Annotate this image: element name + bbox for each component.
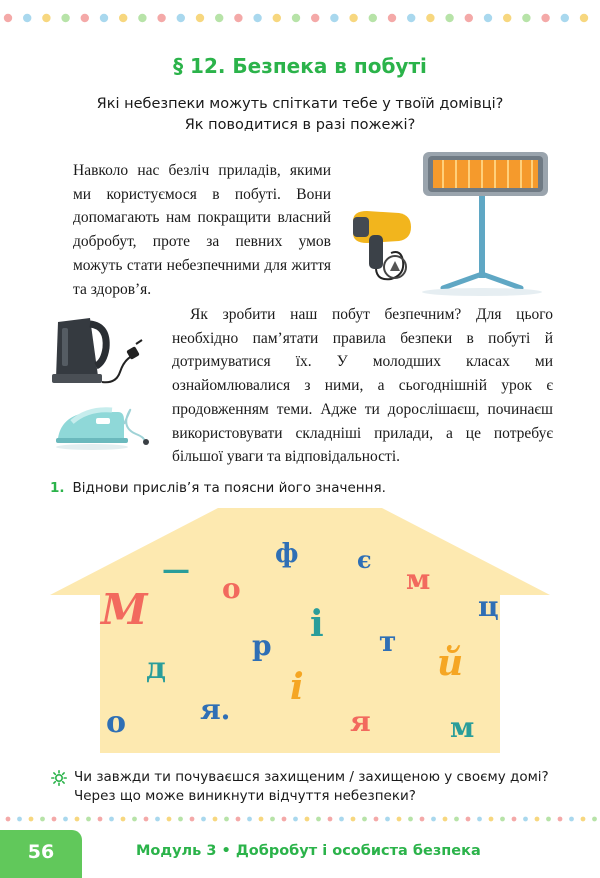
decorative-dot (273, 14, 281, 22)
decorative-dot (388, 14, 396, 22)
decorative-dot (330, 14, 338, 22)
decorative-dot (581, 817, 586, 822)
question-line-2: Як поводитися в разі пожежі? (184, 117, 416, 133)
decorative-dot (580, 14, 588, 22)
decorative-dot (63, 817, 68, 822)
decorative-dot (293, 817, 298, 822)
reflection-question: Чи завжди ти почуваєшся захищеним / захищеною у своєму домі? Через що може виникнути відчуття небезпеки? (74, 769, 549, 804)
decorative-dot (157, 14, 165, 22)
decorative-dot (247, 817, 252, 822)
task-1 (50, 480, 386, 496)
decorative-dot (4, 14, 12, 22)
decorative-dot (215, 14, 223, 22)
letter-tile: я (350, 705, 371, 738)
letter-tile: р (252, 629, 272, 662)
decorative-dot (109, 817, 114, 822)
decorative-dot (282, 817, 287, 822)
decorative-dot (61, 14, 69, 22)
decorative-dot (465, 14, 473, 22)
letter-tile: ф (275, 539, 299, 569)
letter-tile: і (310, 603, 324, 645)
question-line-1: Які небезпеки можуть спіткати тебе у твоїй домівці? (96, 96, 504, 112)
letter-tile: М (101, 585, 148, 634)
decorative-dot (270, 817, 275, 822)
letter-tile: т (379, 625, 397, 658)
letter-tile: д (146, 651, 166, 686)
decorative-dot (351, 817, 356, 822)
decorative-dot (201, 817, 206, 822)
letter-tile: о (106, 705, 127, 740)
decorative-dot (477, 817, 482, 822)
decorative-dot (407, 14, 415, 22)
decorative-dot (121, 817, 126, 822)
decorative-dot (75, 817, 80, 822)
hair-dryer-icon (347, 205, 427, 285)
letter-tile: о (222, 572, 241, 605)
decorative-dot (213, 817, 218, 822)
decorative-dot (339, 817, 344, 822)
electric-kettle-icon (50, 312, 150, 387)
decorative-dot (369, 14, 377, 22)
letter-tile: й (437, 642, 464, 684)
top-dot-border (0, 12, 600, 24)
decorative-dot (100, 14, 108, 22)
decorative-dot (138, 14, 146, 22)
decorative-dot (305, 817, 310, 822)
decorative-dot (523, 817, 528, 822)
decorative-dot (328, 817, 333, 822)
decorative-dot (431, 817, 436, 822)
decorative-dot (259, 817, 264, 822)
decorative-dot (445, 14, 453, 22)
decorative-dot (42, 14, 50, 22)
decorative-dot (119, 14, 127, 22)
decorative-dot (177, 14, 185, 22)
decorative-dot (167, 817, 172, 822)
decorative-dot (408, 817, 413, 822)
decorative-dot (561, 14, 569, 22)
decorative-dot (397, 817, 402, 822)
decorative-dot (558, 817, 563, 822)
letter-tile: я. (200, 693, 231, 726)
decorative-dot (40, 817, 45, 822)
decorative-dot (484, 14, 492, 22)
decorative-dot (443, 817, 448, 822)
decorative-dot (592, 817, 597, 822)
decorative-dot (81, 14, 89, 22)
page-number: 56 (0, 830, 82, 878)
decorative-dot (23, 14, 31, 22)
decorative-dot (489, 817, 494, 822)
decorative-dot (178, 817, 183, 822)
intro-paragraph: Навколо нас безліч приладів, якими ми користуємося в побуті. Вони допомагають нам покращити власний добробут, проте за певних умов можуть стати небезпечними для життя та здоров’я. (73, 162, 331, 298)
decorative-dot (426, 14, 434, 22)
decorative-dot (292, 14, 300, 22)
main-paragraph: Як зробити наш побут безпечним? Для цього необхідно пам’ятати правила безпеки в побуті й дотримуватися їх. У молодших класах ми ознайомлювалися з ними, а сьогоднішній урок є продовженням теми. Адже ти дорослішаєш, починаєш використовувати складніші прилади, а це потребує більшої уваги та відповідальності. (172, 306, 553, 466)
decorative-dot (512, 817, 517, 822)
decorative-dot (522, 14, 530, 22)
section-title: § 12. Безпека в побуті (173, 54, 427, 78)
task-number: 1. (50, 480, 65, 496)
decorative-dot (349, 14, 357, 22)
decorative-dot (86, 817, 91, 822)
decorative-dot (454, 817, 459, 822)
decorative-dot (17, 817, 22, 822)
decorative-dot (236, 817, 241, 822)
letter-tile: м (450, 711, 475, 744)
heater-icon (418, 150, 558, 300)
decorative-dot (500, 817, 505, 822)
letter-tile: м (406, 563, 431, 596)
decorative-dot (311, 14, 319, 22)
sun-icon (51, 770, 67, 786)
decorative-dot (420, 817, 425, 822)
decorative-dot (190, 817, 195, 822)
decorative-dot (541, 14, 549, 22)
decorative-dot (98, 817, 103, 822)
decorative-dot (224, 817, 229, 822)
decorative-dot (535, 817, 540, 822)
decorative-dot (362, 817, 367, 822)
decorative-dot (29, 817, 34, 822)
decorative-dot (155, 817, 160, 822)
task-text: Віднови прислів’я та поясни його значення. (72, 480, 386, 496)
decorative-dot (253, 14, 261, 22)
decorative-dot (234, 14, 242, 22)
decorative-dot (6, 817, 11, 822)
decorative-dot (374, 817, 379, 822)
letter-tile: і (290, 666, 304, 708)
bottom-dot-border (0, 813, 600, 825)
decorative-dot (196, 14, 204, 22)
decorative-dot (385, 817, 390, 822)
decorative-dot (503, 14, 511, 22)
decorative-dot (52, 817, 57, 822)
module-label: Модуль 3 • Добробут і особиста безпека (136, 843, 481, 859)
lesson-questions (50, 94, 550, 136)
decorative-dot (316, 817, 321, 822)
decorative-dot (569, 817, 574, 822)
decorative-dot (546, 817, 551, 822)
decorative-dot (132, 817, 137, 822)
letter-tile: ц (478, 590, 499, 623)
decorative-dot (466, 817, 471, 822)
letter-tile: — (162, 553, 190, 586)
decorative-dot (144, 817, 149, 822)
iron-icon (52, 398, 157, 453)
letter-tile: є (357, 545, 372, 574)
